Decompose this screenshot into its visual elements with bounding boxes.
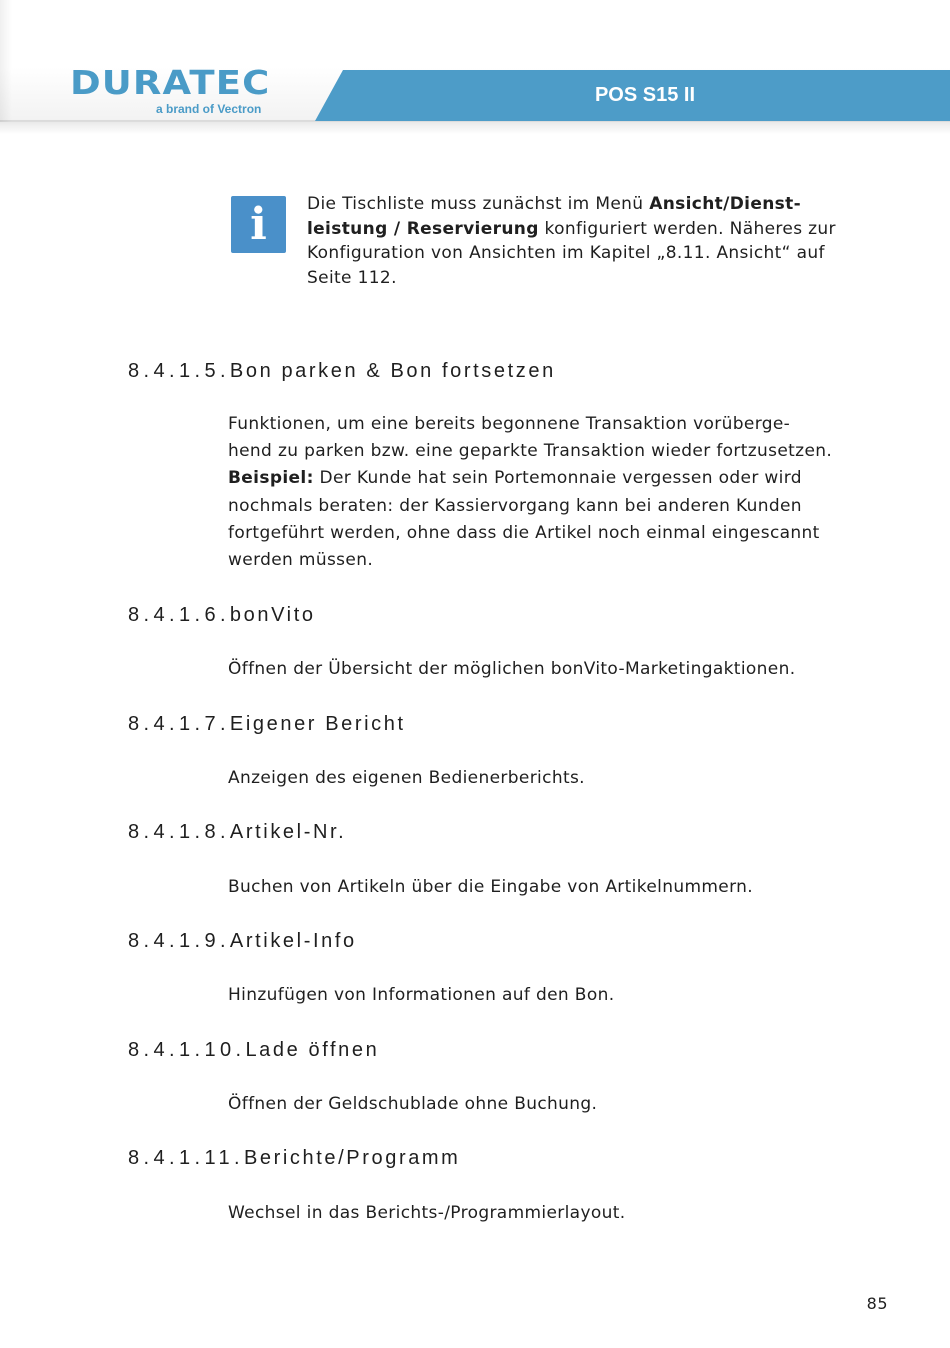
- section-title: Eigener Bericht: [229, 713, 406, 735]
- section-heading: [128, 820, 346, 844]
- section-number: 8.4.1.9.: [128, 930, 230, 952]
- page-number: 85: [866, 1294, 888, 1313]
- page-header: [0, 0, 950, 135]
- body-line: Funktionen, um eine bereits begonnene Transaktion vorüberge-: [228, 414, 791, 434]
- body-line: fortgeführt werden, ohne dass die Artikel noch einmal eingescannt: [228, 522, 820, 543]
- section-body: [228, 1200, 908, 1227]
- section-heading: [128, 929, 357, 953]
- body-line: [228, 465, 908, 492]
- section-body: [228, 765, 908, 792]
- body-line: nochmals beraten: der Kassiervorgang kann bei anderen Kunden: [228, 495, 802, 516]
- body-line: hend zu parken bzw. eine geparkte Transaktion wieder fortzusetzen.: [228, 441, 833, 462]
- info-note-line: [307, 217, 887, 242]
- section-body: [228, 656, 908, 683]
- info-note-text: Die Tischliste muss zunächst im Menü: [307, 194, 650, 214]
- body-line: Buchen von Artikeln über die Eingabe von Artikelnummern.: [228, 877, 754, 897]
- body-line: Öffnen der Geldschublade ohne Buchung.: [228, 1094, 598, 1114]
- section-body: [228, 874, 908, 901]
- section-number: 8.4.1.8.: [128, 821, 230, 843]
- section-body: [228, 1091, 908, 1118]
- section-heading: [128, 712, 406, 736]
- info-note-menu-path: leistung / Reservierung: [307, 218, 539, 239]
- section-title: Bon parken & Bon fortsetzen: [229, 360, 556, 382]
- section-body: [228, 411, 908, 574]
- info-icon: i: [231, 196, 286, 253]
- body-line: Anzeigen des eigenen Bedienerberichts.: [228, 768, 585, 788]
- header-shadow: [0, 120, 950, 134]
- section-number: 8.4.1.10.: [128, 1039, 246, 1061]
- example-text: Der Kunde hat sein Portemonnaie vergessen oder wird: [313, 468, 802, 489]
- section-body: [228, 982, 908, 1009]
- section-heading: [128, 1146, 460, 1170]
- body-line: Hinzufügen von Informationen auf den Bon.: [228, 985, 615, 1005]
- section-number: 8.4.1.11.: [128, 1147, 244, 1169]
- info-note: [307, 192, 887, 290]
- brand-logo: [70, 63, 300, 118]
- logo-subtitle: a brand of Vectron: [156, 102, 262, 116]
- example-label: Beispiel:: [228, 468, 314, 489]
- section-heading: [128, 603, 316, 627]
- info-note-menu-path: Ansicht/Dienst-: [649, 194, 802, 214]
- info-note-line: [307, 192, 887, 217]
- section-heading: [128, 1038, 379, 1062]
- info-note-line: Konfiguration von Ansichten im Kapitel „8.11. Ansicht“ auf: [307, 243, 825, 263]
- product-title: POS S15 II: [594, 84, 696, 106]
- body-line: Öffnen der Übersicht der möglichen bonVito-Marketingaktionen.: [228, 659, 796, 679]
- body-line: Wechsel in das Berichts-/Programmierlayout.: [228, 1203, 626, 1223]
- info-note-text: konfiguriert werden. Näheres zur: [538, 218, 836, 239]
- section-title: Lade öffnen: [245, 1039, 380, 1061]
- section-title: bonVito: [229, 604, 316, 626]
- section-heading: [128, 359, 556, 383]
- section-title: Artikel-Info: [229, 930, 357, 952]
- logo-wordmark: DURATEC: [70, 63, 271, 102]
- section-number: 8.4.1.7.: [128, 713, 230, 735]
- info-note-line: Seite 112.: [307, 267, 397, 288]
- section-title: Berichte/Programm: [243, 1147, 461, 1169]
- body-line: werden müssen.: [228, 550, 374, 571]
- section-title: Artikel-Nr.: [229, 821, 347, 843]
- section-number: 8.4.1.5.: [128, 360, 230, 382]
- section-number: 8.4.1.6.: [128, 604, 230, 626]
